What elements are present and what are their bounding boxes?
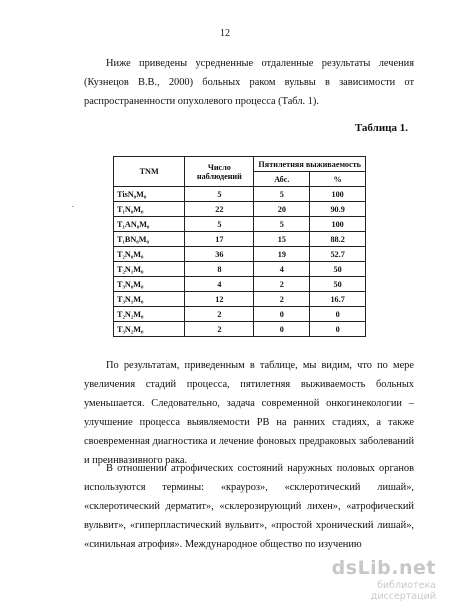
table-caption: Таблица 1. [354, 122, 408, 134]
cell-pct: 16.7 [310, 292, 366, 307]
cell-pct: 90.9 [310, 202, 366, 217]
table-row [114, 187, 366, 202]
watermark-subtitle: библиотека диссертаций [370, 580, 436, 602]
cell-pct: 50 [310, 277, 366, 292]
header-pct: % [310, 172, 366, 187]
header-observations: Число наблюдений [185, 157, 254, 187]
cell-tnm: T₁AN₀M₀ [114, 217, 185, 232]
paragraph-terms: В отношении атрофических состояний наружных половых органов используются термины: «крауроз», «склеротический лишай», «склеротический дерматит», «склерозирующий лихен», «атрофический вульвит», «гиперпластический вульвит», «простой хронический лишай», «синильная атрофия». Международное общество по изучению [84, 463, 414, 550]
cell-abs: 2 [254, 292, 310, 307]
table-row [114, 262, 366, 277]
cell-observations: 8 [185, 262, 254, 277]
table-row [114, 277, 366, 292]
cell-abs: 5 [254, 187, 310, 202]
cell-tnm: T₁N₀M₀ [114, 202, 185, 217]
cell-observations: 2 [185, 322, 254, 337]
page-number: 12 [220, 28, 230, 39]
table-row [114, 217, 366, 232]
cell-abs: 0 [254, 307, 310, 322]
table-header-row [114, 157, 366, 172]
cell-pct: 88.2 [310, 232, 366, 247]
cell-pct: 0 [310, 307, 366, 322]
cell-observations: 5 [185, 187, 254, 202]
cell-pct: 50 [310, 262, 366, 277]
cell-tnm: T₃N₂M₀ [114, 322, 185, 337]
cell-abs: 0 [254, 322, 310, 337]
cell-abs: 15 [254, 232, 310, 247]
cell-tnm: T₁BN₀M₀ [114, 232, 185, 247]
cell-abs: 19 [254, 247, 310, 262]
cell-tnm: T₃N₁M₀ [114, 292, 185, 307]
paragraph-results: По результатам, приведенным в таблице, мы видим, что по мере увеличения стадий процесса, пятилетняя выживаемость больных уменьшается. Следовательно, задача современной онкогинекологии – улучшение процесса выявляемости РВ на ранних стадиях, а также своевременная диагностика и лечение фоновых предраковых заболеваний и преинвазивного рака. [84, 360, 414, 466]
cell-observations: 17 [185, 232, 254, 247]
cell-observations: 36 [185, 247, 254, 262]
table-row [114, 202, 366, 217]
table-row [114, 322, 366, 337]
cell-pct: 100 [310, 217, 366, 232]
stray-mark: . [72, 200, 74, 209]
cell-tnm: T₂N₁M₀ [114, 262, 185, 277]
header-tnm: TNM [114, 157, 185, 187]
watermark-logo: dsLib.net [331, 557, 436, 579]
cell-observations: 4 [185, 277, 254, 292]
cell-tnm: T₂N₀M₀ [114, 247, 185, 262]
cell-abs: 20 [254, 202, 310, 217]
header-abs: Абс. [254, 172, 310, 187]
cell-tnm: T₂N₂M₀ [114, 307, 185, 322]
results-table [113, 156, 366, 337]
cell-pct: 52.7 [310, 247, 366, 262]
cell-tnm: T₃N₀M₀ [114, 277, 185, 292]
cell-abs: 4 [254, 262, 310, 277]
table-row [114, 232, 366, 247]
cell-abs: 5 [254, 217, 310, 232]
table-row [114, 292, 366, 307]
paragraph-intro: Ниже приведены усредненные отдаленные результаты лечения (Кузнецов В.В., 2000) больных раком вульвы в зависимости от распространенности опухолевого процесса (Табл. 1). [84, 58, 414, 107]
cell-pct: 100 [310, 187, 366, 202]
cell-tnm: TisN₀M₀ [114, 187, 185, 202]
cell-observations: 22 [185, 202, 254, 217]
watermark [318, 557, 436, 602]
header-survival: Пятилетняя выживаемость [254, 157, 366, 172]
cell-observations: 5 [185, 217, 254, 232]
table-row [114, 307, 366, 322]
cell-observations: 12 [185, 292, 254, 307]
cell-abs: 2 [254, 277, 310, 292]
table-row [114, 247, 366, 262]
cell-observations: 2 [185, 307, 254, 322]
cell-pct: 0 [310, 322, 366, 337]
